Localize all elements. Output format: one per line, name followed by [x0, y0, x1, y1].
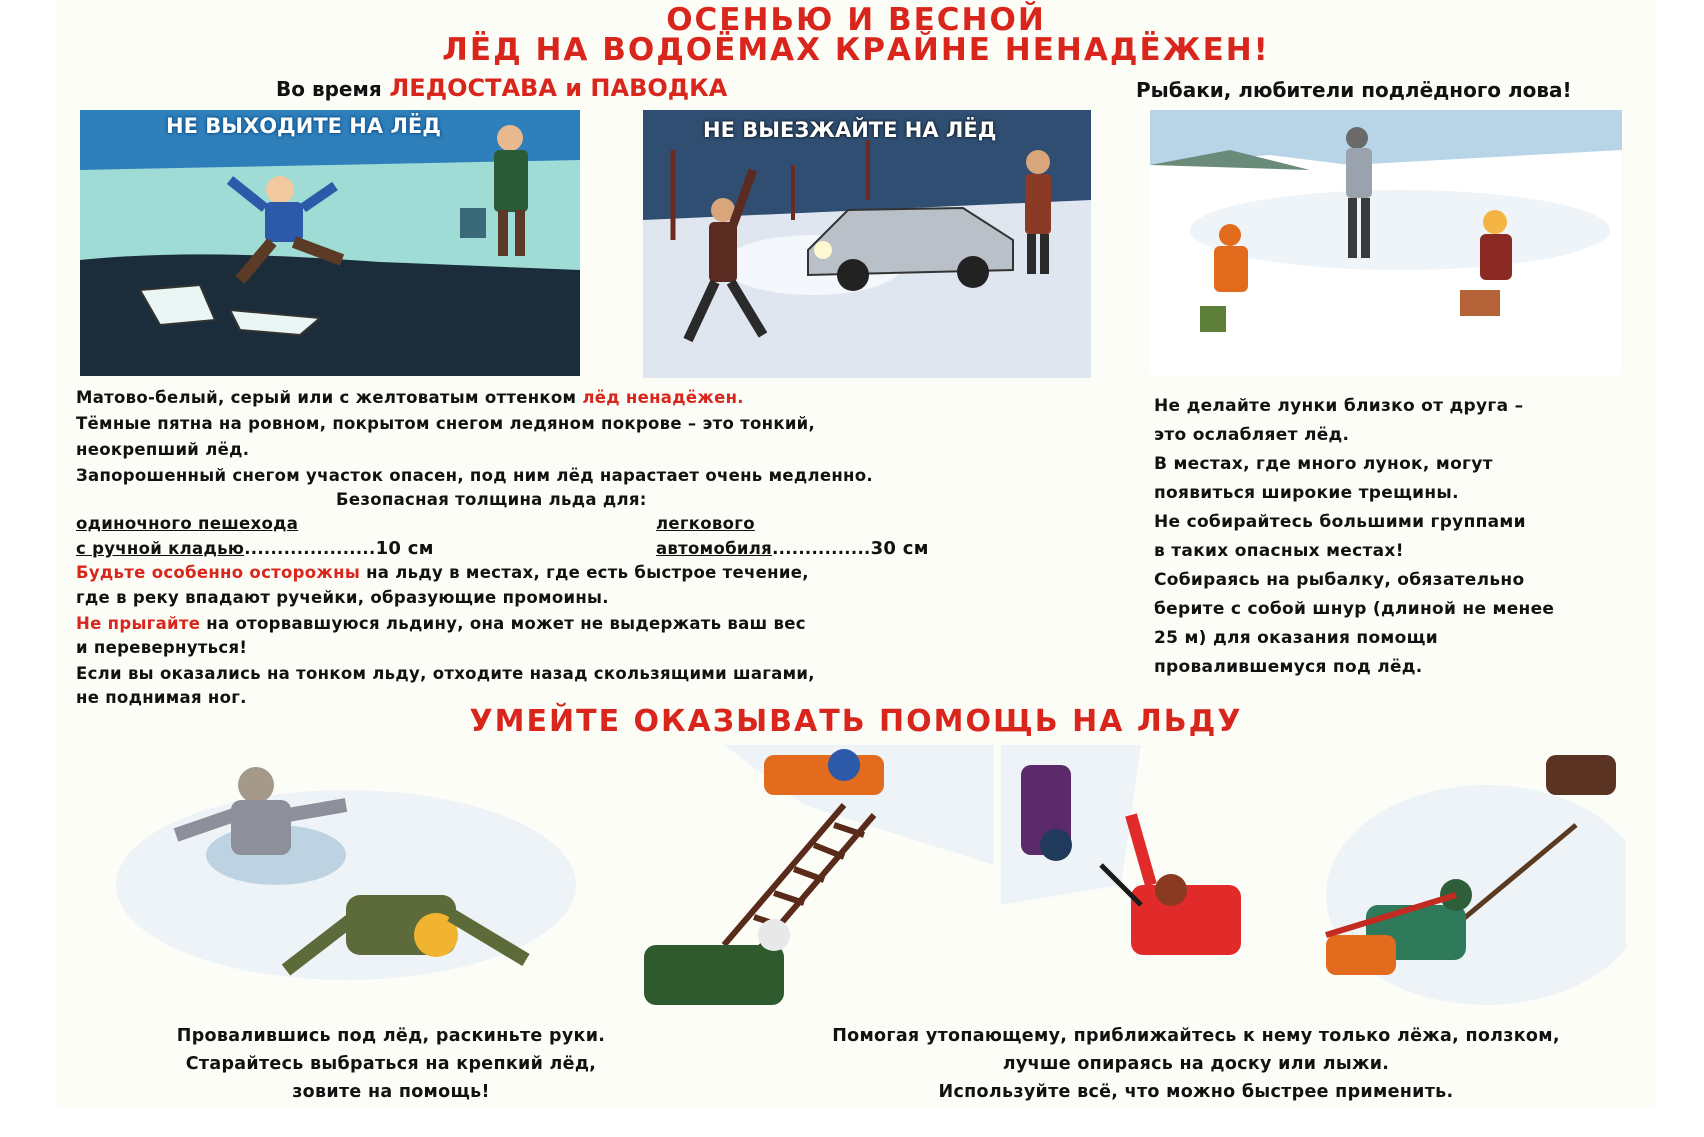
jump-red: Не прыгайте: [76, 614, 201, 633]
right-text-line: Не собирайтесь большими группами: [1154, 512, 1526, 532]
illustration-ski-pole-rescue: [1306, 745, 1626, 1015]
illustration-ice-fishing: [1150, 110, 1622, 375]
car-dots: ...............: [772, 539, 871, 558]
right-text-line: Не делайте лунки близко от друга –: [1154, 396, 1524, 416]
pedestrian-line1: одиночного пешехода: [76, 514, 299, 533]
illustration-dont-walk-on-ice: [80, 110, 580, 376]
right-header: Рыбаки, любители подлёдного лова!: [1136, 78, 1572, 102]
left-text-p3: Запорошенный снегом участок опасен, под ним лёд нарастает очень медленно.: [76, 466, 873, 485]
left-text-p1-start: Матово-белый, серый или с желтоватым оттенком: [76, 388, 577, 407]
jump-rest: на оторвавшуюся льдину, она может не выдержать ваш вес: [206, 614, 806, 633]
illustration-stick-rescue: [1001, 745, 1301, 1015]
right-text-line: Собираясь на рыбалку, обязательно: [1154, 570, 1525, 590]
left-text-p2-line2: неокрепший лёд.: [76, 440, 250, 459]
left-text-p1-red: лёд ненадёжен.: [582, 388, 744, 407]
car-line2: автомобиля: [656, 539, 773, 558]
illustration-fallen-through-ice: [106, 745, 596, 1000]
illustration-dont-drive-on-ice: [643, 110, 1091, 378]
caption-left: [101, 1022, 681, 1106]
caption-left-line: зовите на помощь!: [292, 1082, 490, 1102]
right-text-line: в таких опасных местах!: [1154, 541, 1404, 561]
caution-line2: где в реку впадают ручейки, образующие промоины.: [76, 588, 609, 607]
thin-ice-line2: не поднимая ног.: [76, 688, 247, 707]
thickness-title: Безопасная толщина льда для:: [336, 490, 647, 509]
left-text-p1: [76, 388, 744, 407]
pedestrian-value: 10 см: [375, 538, 434, 559]
title-line-2: ЛЁД НА ВОДОЁМАХ КРАЙНЕ НЕНАДЁЖЕН!: [442, 32, 1270, 68]
illustration-ladder-rescue: [604, 745, 994, 1015]
car-line1: легкового: [656, 514, 755, 533]
safety-poster: [56, 0, 1656, 1108]
left-text-p2-line1: Тёмные пятна на ровном, покрытом снегом ледяном покрове – это тонкий,: [76, 414, 816, 433]
caption-left-line: Старайтесь выбраться на крепкий лёд,: [185, 1054, 597, 1074]
car-value: 30 см: [870, 538, 929, 559]
right-text-line: 25 м) для оказания помощи: [1154, 628, 1438, 648]
pedestrian-line2-row: [76, 538, 434, 559]
car-line2-row: [656, 538, 929, 559]
caption-right-line: лучше опираясь на доску или лыжи.: [1002, 1054, 1390, 1074]
right-text-line: появиться широкие трещины.: [1154, 483, 1459, 503]
help-title: УМЕЙТЕ ОКАЗЫВАТЬ ПОМОЩЬ НА ЛЬДУ: [469, 704, 1243, 739]
pedestrian-dots: ....................: [244, 539, 376, 558]
left-header-prefix: Во время: [276, 77, 382, 101]
thin-ice-line1: Если вы оказались на тонком льду, отходите назад скользящими шагами,: [76, 664, 815, 683]
caption-left-line: Провалившись под лёд, раскиньте руки.: [176, 1026, 606, 1046]
left-header-highlight: ЛЕДОСТАВА и ПАВОДКА: [389, 74, 728, 102]
caption-right: [786, 1022, 1606, 1106]
walk-banner: НЕ ВЫХОДИТЕ НА ЛЁД: [166, 114, 441, 138]
drive-banner: НЕ ВЫЕЗЖАЙТЕ НА ЛЁД: [703, 118, 997, 142]
right-text-line: берите с собой шнур (длиной не менее: [1154, 599, 1555, 619]
right-text-block: [1154, 392, 1554, 682]
jump-line2: и перевернуться!: [76, 638, 248, 657]
caution-line1: [76, 563, 809, 582]
jump-line1: [76, 614, 806, 633]
caption-right-line: Используйте всё, что можно быстрее применить.: [938, 1082, 1454, 1102]
title-line-1: ОСЕНЬЮ И ВЕСНОЙ: [666, 2, 1046, 38]
right-text-line: В местах, где много лунок, могут: [1154, 454, 1493, 474]
right-text-line: это ослабляет лёд.: [1154, 425, 1350, 445]
right-text-line: провалившемуся под лёд.: [1154, 657, 1423, 677]
caution-red: Будьте особенно осторожны: [76, 563, 361, 582]
left-header: [276, 74, 727, 102]
pedestrian-line2: с ручной кладью: [76, 539, 245, 558]
caption-right-line: Помогая утопающему, приближайтесь к нему только лёжа, ползком,: [832, 1026, 1560, 1046]
caution-rest: на льду в местах, где есть быстрое течение,: [366, 563, 809, 582]
